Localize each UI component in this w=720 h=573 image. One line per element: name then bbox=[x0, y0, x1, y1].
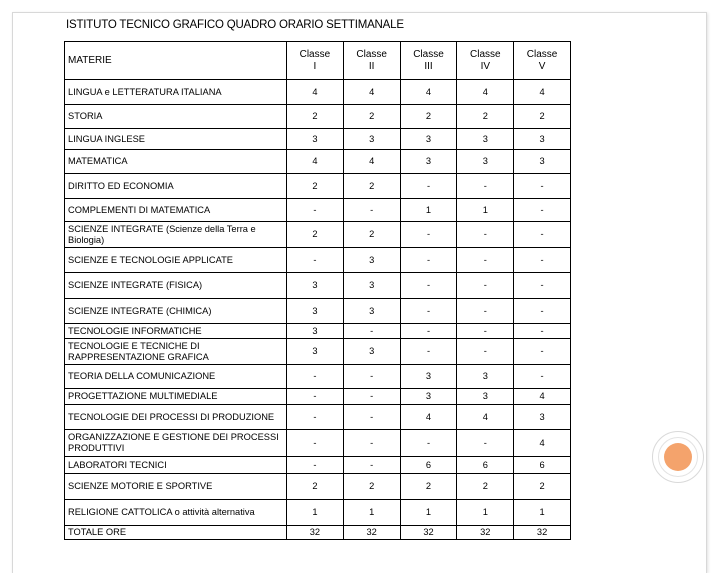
hours-cell: 1 bbox=[343, 500, 400, 526]
subject-cell: RELIGIONE CATTOLICA o attività alternativa bbox=[65, 500, 287, 526]
hours-cell: 3 bbox=[287, 324, 344, 339]
hours-cell: 4 bbox=[514, 80, 571, 105]
hours-cell: 2 bbox=[287, 474, 344, 500]
hours-cell: - bbox=[457, 222, 514, 248]
hours-cell: - bbox=[400, 324, 457, 339]
hours-cell: - bbox=[400, 430, 457, 457]
subject-cell: SCIENZE INTEGRATE (CHIMICA) bbox=[65, 299, 287, 324]
hours-cell: - bbox=[457, 248, 514, 273]
hours-cell: - bbox=[514, 324, 571, 339]
table-row bbox=[65, 430, 571, 457]
class-header-4: Classe IV bbox=[457, 42, 514, 80]
hours-cell: 4 bbox=[514, 430, 571, 457]
hours-cell: - bbox=[514, 299, 571, 324]
hours-cell: 3 bbox=[343, 273, 400, 299]
hours-cell: 3 bbox=[400, 389, 457, 405]
hours-cell: 2 bbox=[287, 222, 344, 248]
table-row bbox=[65, 199, 571, 222]
table-row bbox=[65, 105, 571, 129]
hours-cell: - bbox=[514, 339, 571, 365]
hours-cell: 4 bbox=[287, 150, 344, 174]
hours-cell: 1 bbox=[400, 199, 457, 222]
table-row bbox=[65, 324, 571, 339]
hours-cell: - bbox=[343, 389, 400, 405]
table-row bbox=[65, 174, 571, 199]
hours-cell: 1 bbox=[457, 500, 514, 526]
hours-cell: - bbox=[400, 248, 457, 273]
hours-cell: 1 bbox=[400, 500, 457, 526]
table-row bbox=[65, 339, 571, 365]
hours-cell: 4 bbox=[514, 389, 571, 405]
table-row bbox=[65, 80, 571, 105]
table-row bbox=[65, 248, 571, 273]
subject-cell: TECNOLOGIE DEI PROCESSI DI PRODUZIONE bbox=[65, 405, 287, 430]
hours-cell: 2 bbox=[287, 105, 344, 129]
hours-cell: - bbox=[514, 174, 571, 199]
hours-cell: 6 bbox=[457, 457, 514, 474]
hours-cell: - bbox=[343, 199, 400, 222]
total-cell: 32 bbox=[457, 526, 514, 540]
hours-cell: - bbox=[457, 430, 514, 457]
hours-cell: 2 bbox=[343, 174, 400, 199]
hours-cell: 3 bbox=[457, 389, 514, 405]
subject-header: MATERIE bbox=[65, 42, 287, 80]
hours-cell: - bbox=[400, 299, 457, 324]
hours-cell: - bbox=[457, 273, 514, 299]
class-header-2: Classe II bbox=[343, 42, 400, 80]
hours-cell: 3 bbox=[400, 365, 457, 389]
hours-cell: 2 bbox=[400, 474, 457, 500]
table-body bbox=[65, 80, 571, 526]
subject-cell: TECNOLOGIE E TECNICHE DI RAPPRESENTAZIONE GRAFICA bbox=[65, 339, 287, 365]
hours-cell: 6 bbox=[514, 457, 571, 474]
total-cell: 32 bbox=[287, 526, 344, 540]
hours-cell: 3 bbox=[400, 129, 457, 150]
hours-cell: - bbox=[457, 324, 514, 339]
hours-cell: - bbox=[457, 299, 514, 324]
table-row bbox=[65, 365, 571, 389]
hours-cell: - bbox=[287, 248, 344, 273]
subject-cell: LINGUA e LETTERATURA ITALIANA bbox=[65, 80, 287, 105]
hours-cell: 3 bbox=[343, 339, 400, 365]
subject-cell: DIRITTO ED ECONOMIA bbox=[65, 174, 287, 199]
hours-cell: 3 bbox=[457, 129, 514, 150]
hours-cell: 2 bbox=[343, 222, 400, 248]
subject-cell: TECNOLOGIE INFORMATICHE bbox=[65, 324, 287, 339]
hours-cell: 3 bbox=[287, 273, 344, 299]
subject-cell: LABORATORI TECNICI bbox=[65, 457, 287, 474]
table-row bbox=[65, 474, 571, 500]
hours-cell: 3 bbox=[287, 299, 344, 324]
decorative-circle-fill bbox=[664, 443, 692, 471]
schedule-table bbox=[64, 41, 571, 540]
hours-cell: 4 bbox=[457, 80, 514, 105]
table-row bbox=[65, 457, 571, 474]
hours-cell: 3 bbox=[457, 365, 514, 389]
subject-cell: PROGETTAZIONE MULTIMEDIALE bbox=[65, 389, 287, 405]
hours-cell: 4 bbox=[457, 405, 514, 430]
hours-cell: 2 bbox=[287, 174, 344, 199]
hours-cell: 3 bbox=[514, 405, 571, 430]
total-label: TOTALE ORE bbox=[65, 526, 287, 540]
hours-cell: 4 bbox=[287, 80, 344, 105]
table-row bbox=[65, 389, 571, 405]
table-row bbox=[65, 500, 571, 526]
hours-cell: 3 bbox=[457, 150, 514, 174]
total-row bbox=[65, 526, 571, 540]
hours-cell: - bbox=[514, 199, 571, 222]
subject-cell: SCIENZE E TECNOLOGIE APPLICATE bbox=[65, 248, 287, 273]
hours-cell: - bbox=[514, 222, 571, 248]
subject-cell: COMPLEMENTI DI MATEMATICA bbox=[65, 199, 287, 222]
hours-cell: 3 bbox=[343, 248, 400, 273]
hours-cell: - bbox=[287, 457, 344, 474]
subject-cell: MATEMATICA bbox=[65, 150, 287, 174]
total-cell: 32 bbox=[514, 526, 571, 540]
hours-cell: 3 bbox=[343, 129, 400, 150]
hours-cell: - bbox=[400, 174, 457, 199]
hours-cell: - bbox=[287, 199, 344, 222]
page-title: ISTITUTO TECNICO GRAFICO QUADRO ORARIO SETTIMANALE bbox=[66, 19, 404, 31]
hours-cell: - bbox=[514, 365, 571, 389]
hours-cell: - bbox=[400, 339, 457, 365]
hours-cell: - bbox=[400, 222, 457, 248]
hours-cell: 3 bbox=[400, 150, 457, 174]
table-row bbox=[65, 405, 571, 430]
table-row bbox=[65, 222, 571, 248]
hours-cell: 3 bbox=[514, 150, 571, 174]
table-row bbox=[65, 129, 571, 150]
hours-cell: - bbox=[514, 273, 571, 299]
hours-cell: 3 bbox=[287, 129, 344, 150]
hours-cell: 3 bbox=[287, 339, 344, 365]
header-row bbox=[65, 42, 571, 80]
subject-cell: SCIENZE INTEGRATE (Scienze della Terra e Biologia) bbox=[65, 222, 287, 248]
hours-cell: 1 bbox=[457, 199, 514, 222]
hours-cell: - bbox=[343, 365, 400, 389]
class-header-1: Classe I bbox=[287, 42, 344, 80]
hours-cell: 1 bbox=[514, 500, 571, 526]
hours-cell: - bbox=[287, 389, 344, 405]
table-row bbox=[65, 273, 571, 299]
total-cell: 32 bbox=[400, 526, 457, 540]
hours-cell: 2 bbox=[457, 474, 514, 500]
hours-cell: - bbox=[400, 273, 457, 299]
subject-cell: STORIA bbox=[65, 105, 287, 129]
hours-cell: 2 bbox=[400, 105, 457, 129]
hours-cell: - bbox=[287, 405, 344, 430]
hours-cell: 1 bbox=[287, 500, 344, 526]
class-header-3: Classe III bbox=[400, 42, 457, 80]
hours-cell: 3 bbox=[514, 129, 571, 150]
hours-cell: 6 bbox=[400, 457, 457, 474]
hours-cell: 2 bbox=[514, 105, 571, 129]
hours-cell: 2 bbox=[343, 105, 400, 129]
class-header-5: Classe V bbox=[514, 42, 571, 80]
table-row bbox=[65, 150, 571, 174]
hours-cell: - bbox=[514, 248, 571, 273]
hours-cell: 3 bbox=[343, 299, 400, 324]
hours-cell: - bbox=[343, 430, 400, 457]
hours-cell: - bbox=[343, 405, 400, 430]
hours-cell: - bbox=[457, 174, 514, 199]
hours-cell: - bbox=[343, 324, 400, 339]
subject-cell: SCIENZE MOTORIE E SPORTIVE bbox=[65, 474, 287, 500]
hours-cell: 4 bbox=[400, 80, 457, 105]
total-cell: 32 bbox=[343, 526, 400, 540]
hours-cell: - bbox=[287, 365, 344, 389]
subject-cell: SCIENZE INTEGRATE (FISICA) bbox=[65, 273, 287, 299]
hours-cell: 4 bbox=[400, 405, 457, 430]
hours-cell: 2 bbox=[514, 474, 571, 500]
hours-cell: - bbox=[343, 457, 400, 474]
hours-cell: 4 bbox=[343, 80, 400, 105]
subject-cell: TEORIA DELLA COMUNICAZIONE bbox=[65, 365, 287, 389]
subject-cell: LINGUA INGLESE bbox=[65, 129, 287, 150]
hours-cell: - bbox=[287, 430, 344, 457]
hours-cell: - bbox=[457, 339, 514, 365]
table-row bbox=[65, 299, 571, 324]
hours-cell: 4 bbox=[343, 150, 400, 174]
subject-cell: ORGANIZZAZIONE E GESTIONE DEI PROCESSI PRODUTTIVI bbox=[65, 430, 287, 457]
hours-cell: 2 bbox=[343, 474, 400, 500]
hours-cell: 2 bbox=[457, 105, 514, 129]
